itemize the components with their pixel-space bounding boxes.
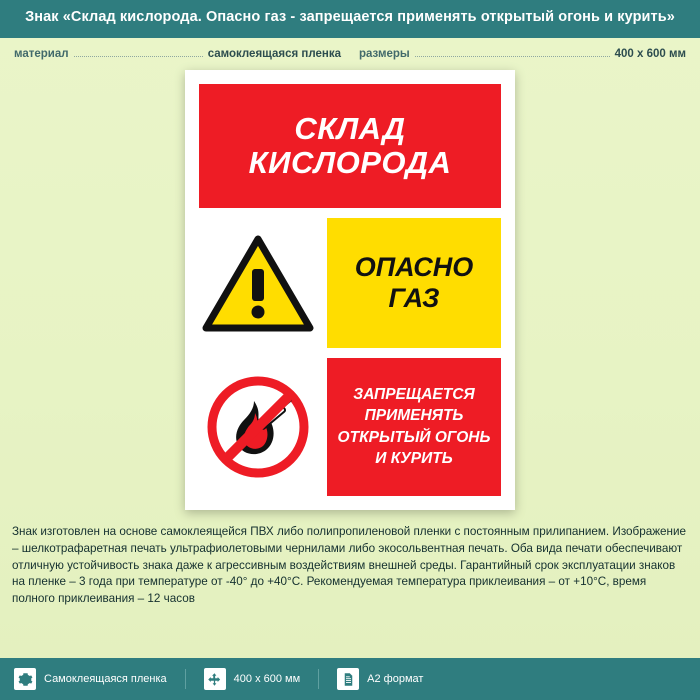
no-open-flame-no-smoking-icon [199, 358, 317, 496]
sign-board [185, 70, 515, 510]
dot-leader [415, 56, 610, 57]
footer-divider [185, 669, 186, 689]
sign-yellow-panel [327, 218, 501, 348]
sign-yellow-line2: ГАЗ [388, 282, 440, 313]
spec-line [0, 38, 700, 60]
sign-prohibition-panel [327, 358, 501, 496]
footer-label-size: 400 x 600 мм [233, 673, 301, 685]
spec-size-value: 400 х 600 мм [614, 47, 686, 60]
warning-triangle-exclamation-icon [199, 218, 317, 348]
spec-size-label: размеры [359, 47, 410, 60]
sign-yellow-line1: ОПАСНО [354, 252, 474, 283]
sign-middle-row [199, 218, 501, 348]
spec-size [359, 48, 686, 60]
document-icon [337, 668, 359, 690]
spec-material-label: материал [14, 47, 69, 60]
footer-bar [0, 658, 700, 700]
spec-material-value: самоклеящаяся пленка [207, 47, 341, 60]
footer-label-format: А2 формат [367, 673, 424, 685]
sign-title-line1: СКЛАД [294, 111, 406, 147]
sign-bottom-line4: И КУРИТЬ [375, 449, 453, 467]
footer-item-material [14, 668, 185, 690]
sign-title-panel [199, 84, 501, 208]
dot-leader [74, 56, 203, 57]
sign-bottom-line3: ОТКРЫТЫЙ ОГОНЬ [337, 428, 491, 446]
arrows-resize-icon [204, 668, 226, 690]
page-title: Знак «Склад кислорода. Опасно газ - запрещается применять открытый огонь и курить» [0, 0, 700, 38]
gear-icon [14, 668, 36, 690]
footer-label-material: Самоклеящаяся пленка [44, 673, 167, 685]
sign-preview [0, 70, 700, 510]
sign-title-line2: КИСЛОРОДА [248, 144, 452, 180]
footer-divider [318, 669, 319, 689]
sign-bottom-row [199, 358, 501, 496]
footer-item-format [337, 668, 441, 690]
sign-bottom-line1: ЗАПРЕЩАЕТСЯ [353, 385, 475, 403]
sign-bottom-line2: ПРИМЕНЯТЬ [364, 407, 464, 425]
spec-material [14, 48, 341, 60]
product-description: Знак изготовлен на основе самоклеящейся ПВХ либо полипропиленовой пленки с постоянным прилипанием. Изображение – шелкотрафаретная печать ультрафиолетовыми чернилами либо экосольвентная печать. Оба вида печати обеспечивают отличную устойчивость знака даже к агрессивным воздействиям внешней среды. Гарантийный срок эксплуатации знаков на пленке – 3 года при температуре от -40° до +40°С. Рекомендуемая температура приклеивания – от +10°С, время полного приклеивания – 12 часов [12, 524, 687, 606]
footer-item-size [204, 668, 319, 690]
